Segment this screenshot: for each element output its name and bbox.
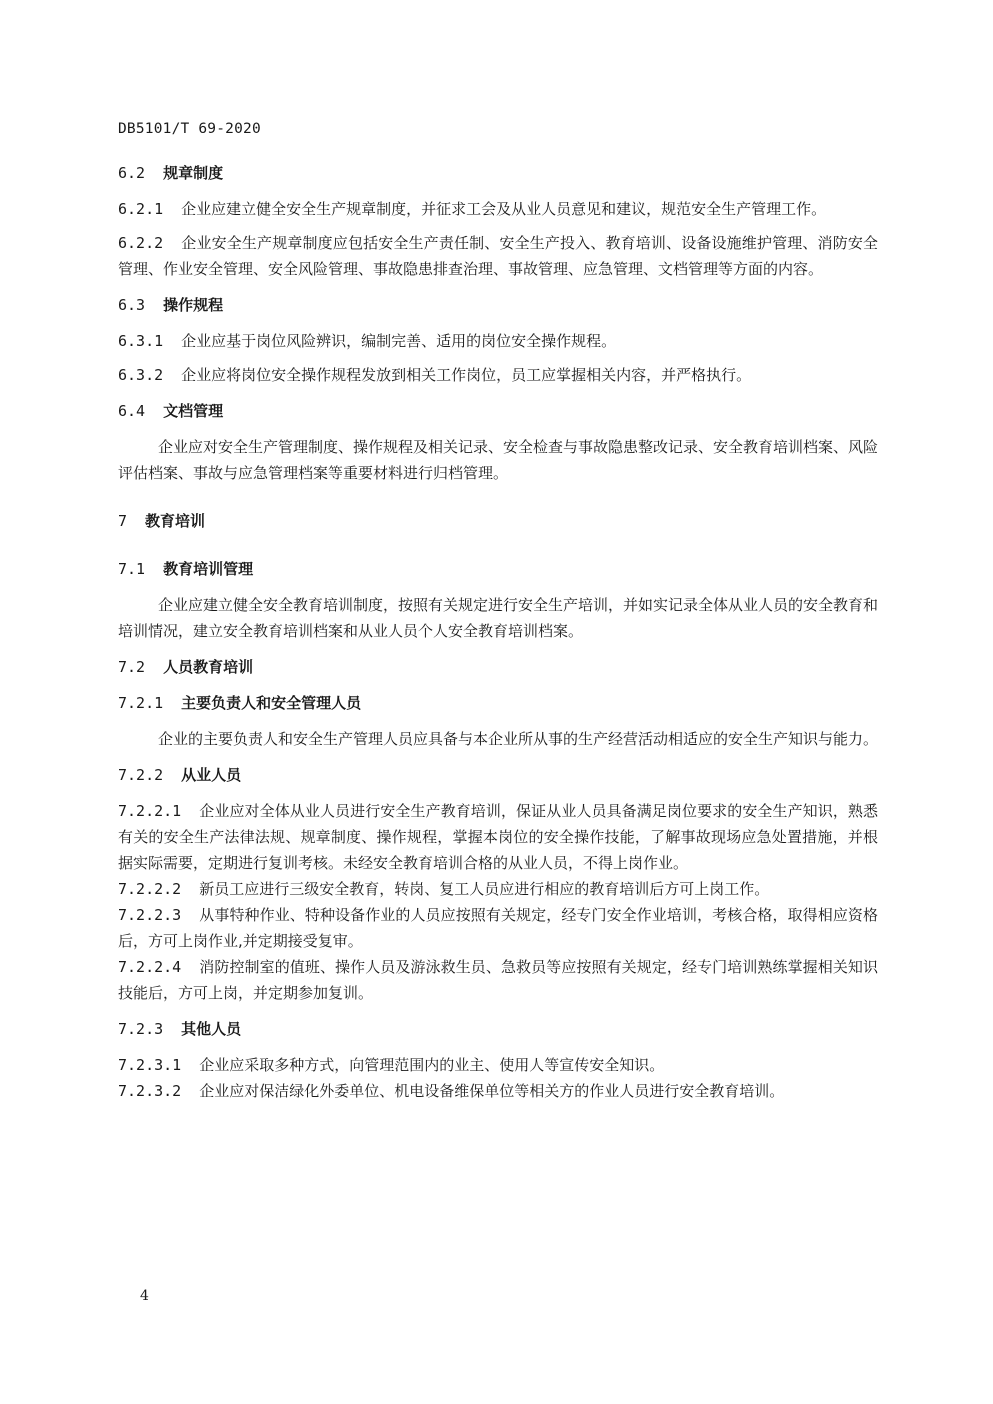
heading-6-2: 6.2 规章制度 — [118, 164, 224, 182]
page-number: 4 — [140, 1288, 149, 1304]
clause-7-2-2-3: 7.2.2.3 从事特种作业、特种设备作业的人员应按照有关规定，经专门安全作业培训，考核合格，取得相应资格后，方可上岗作业,并定期接受复审。 — [118, 906, 878, 950]
heading-7-2: 7.2 人员教育培训 — [118, 658, 254, 676]
clause-6-3-2: 6.3.2 企业应将岗位安全操作规程发放到相关工作岗位，员工应掌握相关内容，并严格执行。 — [118, 366, 752, 384]
clause-6-3-1: 6.3.1 企业应基于岗位风险辨识，编制完善、适用的岗位安全操作规程。 — [118, 332, 617, 350]
clause-7-2-2-1: 7.2.2.1 企业应对全体从业人员进行安全生产教育培训，保证从业人员具备满足岗位要求的安全生产知识，熟悉有关的安全生产法律法规、规章制度、操作规程，掌握本岗位的安全操作技能，了解事故现场应急处置措施，并根据实际需要，定期进行复训考核。未经安全教育培训合格的从业人员，不得上岗作业。 — [118, 802, 878, 872]
heading-7-2-3: 7.2.3 其他人员 — [118, 1020, 242, 1038]
heading-6-4: 6.4 文档管理 — [118, 402, 224, 420]
heading-7-1: 7.1 教育培训管理 — [118, 560, 254, 578]
clause-7-2-3-2: 7.2.3.2 企业应对保洁绿化外委单位、机电设备维保单位等相关方的作业人员进行安全教育培训。 — [118, 1082, 785, 1100]
heading-7: 7 教育培训 — [118, 512, 206, 530]
clause-7-2-2-2: 7.2.2.2 新员工应进行三级安全教育，转岗、复工人员应进行相应的教育培训后方可上岗工作。 — [118, 880, 770, 898]
clause-6-2-1: 6.2.1 企业应建立健全安全生产规章制度，并征求工会及从业人员意见和建议，规范安全生产管理工作。 — [118, 200, 827, 218]
document-code: DB5101/T 69-2020 — [118, 121, 261, 137]
clause-6-2-2: 6.2.2 企业安全生产规章制度应包括安全生产责任制、安全生产投入、教育培训、设备设施维护管理、消防安全管理、作业安全管理、安全风险管理、事故隐患排查治理、事故管理、应急管理、文档管理等方面的内容。 — [118, 234, 878, 278]
heading-6-3: 6.3 操作规程 — [118, 296, 224, 314]
heading-7-2-1: 7.2.1 主要负责人和安全管理人员 — [118, 694, 362, 712]
document-body — [118, 160, 878, 1104]
clause-7-2-3-1: 7.2.3.1 企业应采取多种方式，向管理范围内的业主、使用人等宣传安全知识。 — [118, 1056, 665, 1074]
clause-7-2-2-4: 7.2.2.4 消防控制室的值班、操作人员及游泳救生员、急救员等应按照有关规定，经专门培训熟练掌握相关知识技能后，方可上岗，并定期参加复训。 — [118, 958, 878, 1002]
paragraph-7-1: 企业应建立健全安全教育培训制度，按照有关规定进行安全生产培训，并如实记录全体从业人员的安全教育和培训情况，建立安全教育培训档案和从业人员个人安全教育培训档案。 — [118, 596, 879, 640]
heading-7-2-2: 7.2.2 从业人员 — [118, 766, 242, 784]
paragraph-6-4: 企业应对安全生产管理制度、操作规程及相关记录、安全检查与事故隐患整改记录、安全教育培训档案、风险评估档案、事故与应急管理档案等重要材料进行归档管理。 — [118, 438, 879, 482]
paragraph-7-2-1: 企业的主要负责人和安全生产管理人员应具备与本企业所从事的生产经营活动相适应的安全生产知识与能力。 — [158, 730, 879, 748]
